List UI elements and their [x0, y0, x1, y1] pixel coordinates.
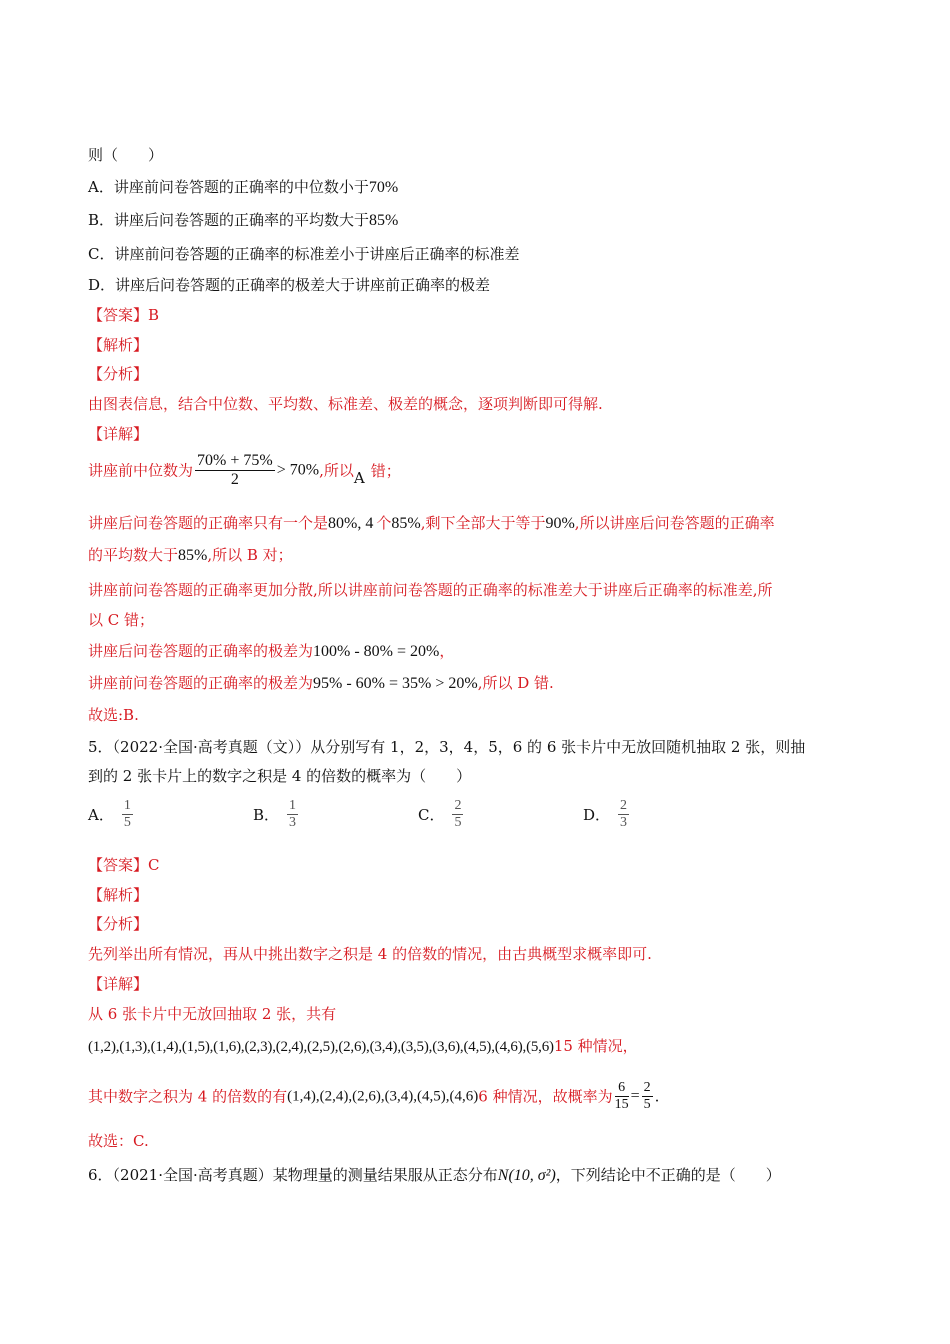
- q4-answer: 【答案】B: [88, 306, 160, 324]
- q5-fenxi-text: 先列举出所有情况，再从中挑出数字之积是 4 的倍数的情况，由古典概型求概率即可.: [88, 945, 652, 963]
- probability-fraction: $\frac{6}{15}$: [614, 1080, 629, 1112]
- q4-fenxi-heading: 【分析】: [88, 365, 149, 383]
- q4-detail-after-mean-2: 的平均数大于85%,所以 B 对；: [88, 546, 293, 564]
- q4-detail-spread-1: 讲座前问卷答题的正确率更加分散,所以讲座前问卷答题的正确率的标准差大于讲座后正确率的标准差,所: [88, 581, 773, 599]
- q5-detail-probability: 其中数字之积为 4 的倍数的有(1,4),(2,4),(2,6),(3,4),(4,5),(4,6)6 种情况，故概率为 $\frac{6}{15}$ = $\frac{2}{5}$ .: [88, 1080, 660, 1112]
- q4-detail-heading: 【详解】: [88, 425, 149, 443]
- q4-option-c: C．讲座前问卷答题的正确率的标准差小于讲座后正确率的标准差: [88, 245, 520, 263]
- q5-answer: 【答案】C: [88, 856, 160, 874]
- q5-fenxi-heading: 【分析】: [88, 915, 149, 933]
- q4-choose: 故选:B.: [88, 706, 139, 724]
- q5-analysis-heading: 【解析】: [88, 886, 149, 904]
- q4-option-d: D．讲座后问卷答题的正确率的极差大于讲座前正确率的极差: [88, 276, 491, 294]
- q5-stem-line2: 到的 2 张卡片上的数字之积是 4 的倍数的概率为（ ）: [88, 767, 472, 785]
- q4-analysis-heading: 【解析】: [88, 336, 149, 354]
- q5-stem-line1: 5．（2022·全国·高考真题（文））从分别写有 1，2，3，4，5，6 的 6 张卡片中无放回随机抽取 2 张，则抽: [88, 738, 806, 756]
- q4-fenxi-text: 由图表信息，结合中位数、平均数、标准差、极差的概念，逐项判断即可得解.: [88, 395, 603, 413]
- q5-option-b: B． $\frac{1}{3}$: [253, 798, 297, 830]
- q5-options: [88, 798, 788, 842]
- q5-detail-pairs-all: (1,2),(1,3),(1,4),(1,5),(1,6),(2,3),(2,4),(2,5),(2,6),(3,4),(3,5),(3,6),(4,5),(4,6),(5,6)15 种情况，: [88, 1037, 638, 1055]
- q5-detail-line1: 从 6 张卡片中无放回抽取 2 张，共有: [88, 1005, 337, 1023]
- q5-detail-heading: 【详解】: [88, 975, 149, 993]
- q4-detail-median: 讲座前中位数为 $\frac{70\% + 75\%}{2}$ > 70%,所以A 错；: [88, 452, 401, 488]
- q4-option-a: A．讲座前问卷答题的正确率的中位数小于70%: [88, 178, 399, 196]
- q5-option-a: A． $\frac{1}{5}$: [88, 798, 131, 830]
- q6-stem: 6．（2021·全国·高考真题）某物理量的测量结果服从正态分布N(10, σ²)，下列结论中不正确的是（ ）: [88, 1166, 781, 1184]
- q4-detail-range-before: 讲座前问卷答题的正确率的极差为95% - 60% = 35% > 20%,所以 D 错.: [88, 674, 554, 692]
- q4-detail-after-mean-1: 讲座后问卷答题的正确率只有一个是80%, 4 个85%,剩下全部大于等于90%,所以讲座后问卷答题的正确率: [88, 514, 775, 532]
- q5-option-c: C． $\frac{2}{5}$: [418, 798, 462, 830]
- q4-detail-spread-2: 以 C 错；: [88, 611, 155, 629]
- median-fraction: $\frac{70\% + 75\%}{2}$: [197, 452, 273, 488]
- q5-option-d: D． $\frac{2}{3}$: [583, 798, 628, 830]
- q4-detail-range-after: 讲座后问卷答题的正确率的极差为100% - 80% = 20%，: [88, 642, 455, 660]
- q4-stem-tail: 则（ ）: [88, 146, 164, 164]
- result-fraction: $\frac{2}{5}$: [643, 1080, 651, 1112]
- q5-choose: 故选：C.: [88, 1132, 149, 1150]
- q4-option-b: B．讲座后问卷答题的正确率的平均数大于85%: [88, 211, 399, 229]
